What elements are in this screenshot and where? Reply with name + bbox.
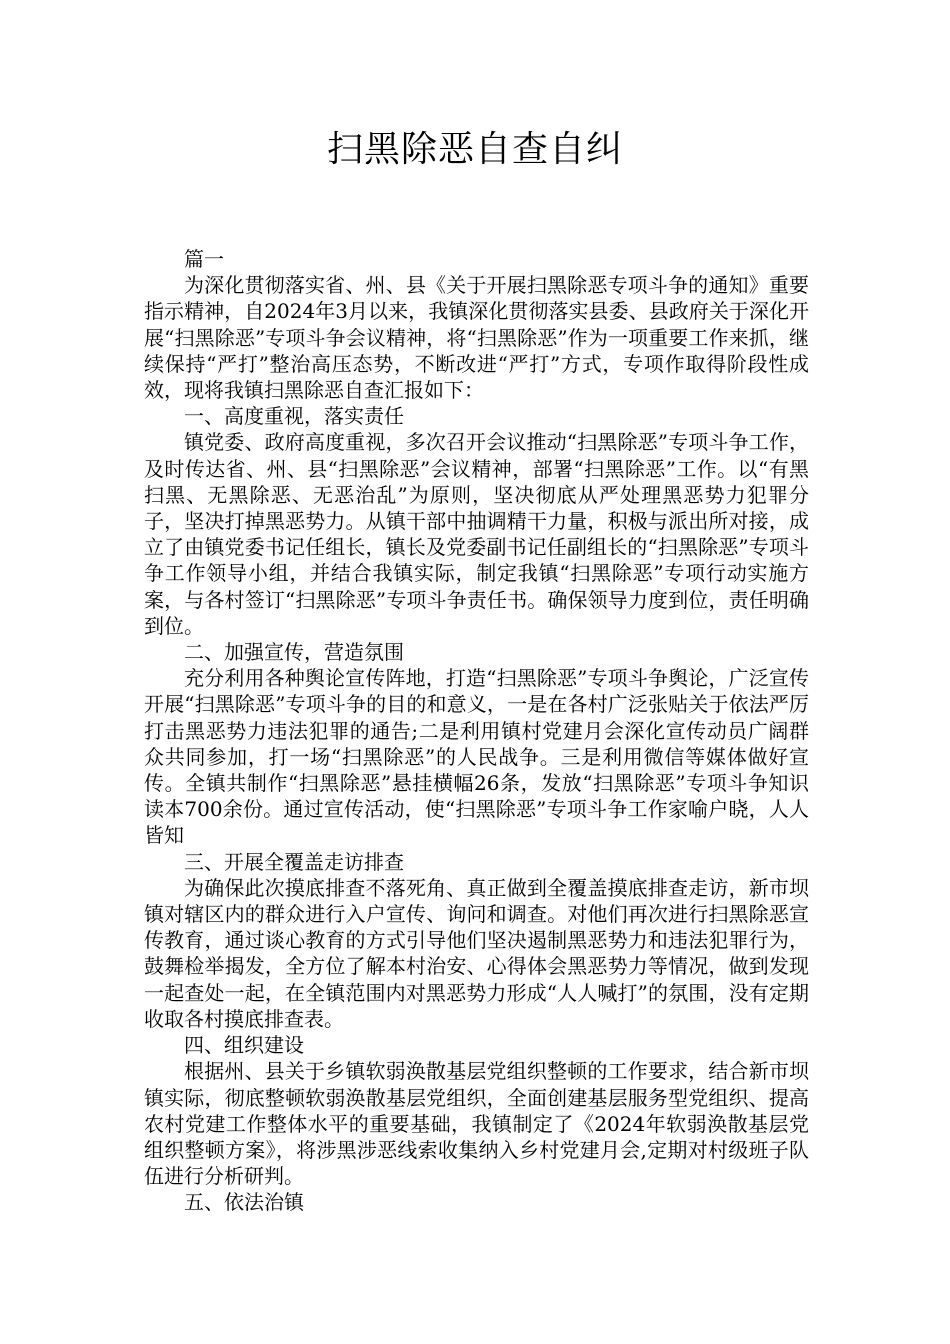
- intro-paragraph: 为深化贯彻落实省、州、县《关于开展扫黑除恶专项斗争的通知》重要指示精神，自2024年3月以来，我镇深化贯彻落实县委、县政府关于深化开展“扫黑除恶”专项斗争会议精神，将“扫黑除恶”作为一项重要工作来抓，继续保持“严打”整治高压态势，不断改进“严打”方式，专项作取得阶段性成效，现将我镇扫黑除恶自查汇报如下：: [144, 273, 809, 403]
- section-paragraph-3: 为确保此次摸底排查不落死角、真正做到全覆盖摸底排查走访，新市坝镇对辖区内的群众进行入户宣传、询问和调查。对他们再次进行扫黑除恶宣传教育，通过谈心教育的方式引导他们坚决遏制黑恶势力和违法犯罪行为，鼓舞检举揭发，全方位了解本村治安、心得体会黑恶势力等情况，做到发现一起查处一起，在全镇范围内对黑恶势力形成“人人喊打”的氛围，没有定期收取各村摸底排查表。: [144, 875, 809, 1031]
- section-heading-4: 四、组织建设: [184, 1033, 304, 1058]
- section-paragraph-1: 镇党委、政府高度重视，多次召开会议推动“扫黑除恶”专项斗争工作，及时传达省、州、县“扫黑除恶”会议精神，部署“扫黑除恶”工作。以“有黑扫黑、无黑除恶、无恶治乱”为原则，坚决彻底从严处理黑恶势力犯罪分子，坚决打掉黑恶势力。从镇干部中抽调精干力量，积极与派出所对接，成立了由镇党委书记任组长，镇长及党委副书记任副组长的“扫黑除恶”专项斗争工作领导小组，并结合我镇实际，制定我镇“扫黑除恶”专项行动实施方案，与各村签订“扫黑除恶”专项斗争责任书。确保领导力度到位，责任明确到位。: [144, 430, 809, 638]
- section-heading-2: 二、加强宣传，营造氛围: [184, 640, 404, 665]
- section-label: 篇一: [184, 247, 224, 271]
- section-heading-5: 五、依法治镇: [184, 1190, 304, 1215]
- section-paragraph-4: 根据州、县关于乡镇软弱涣散基层党组织整顿的工作要求，结合新市坝镇实际，彻底整顿软弱涣散基层党组织，全面创建基层服务型党组织、提高农村党建工作整体水平的重要基础，我镇制定了《2024年软弱涣散基层党组织整顿方案》，将涉黑涉恶线索收集纳入乡村党建月会,定期对村级班子队伍进行分析研判。: [144, 1059, 809, 1189]
- document-title: 扫黑除恶自查自纠: [326, 129, 623, 170]
- section-paragraph-2: 充分利用各种舆论宣传阵地，打造“扫黑除恶”专项斗争舆论，广泛宣传开展“扫黑除恶”专项斗争的目的和意义，一是在各村广泛张贴关于依法严厉打击黑恶势力违法犯罪的通告;二是利用镇村党建月会深化宣传动员广阔群众共同参加，打一场“扫黑除恶”的人民战争。三是利用微信等媒体做好宣传。全镇共制作“扫黑除恶”悬挂横幅26条，发放“扫黑除恶”专项斗争知识读本700余份。通过宣传活动，使“扫黑除恶”专项斗争工作家喻户晓，人人皆知: [144, 666, 809, 848]
- document-body: [144, 246, 809, 1216]
- section-heading-3: 三、开展全覆盖走访排查: [184, 849, 404, 874]
- section-heading-1: 一、高度重视，落实责任: [184, 404, 404, 429]
